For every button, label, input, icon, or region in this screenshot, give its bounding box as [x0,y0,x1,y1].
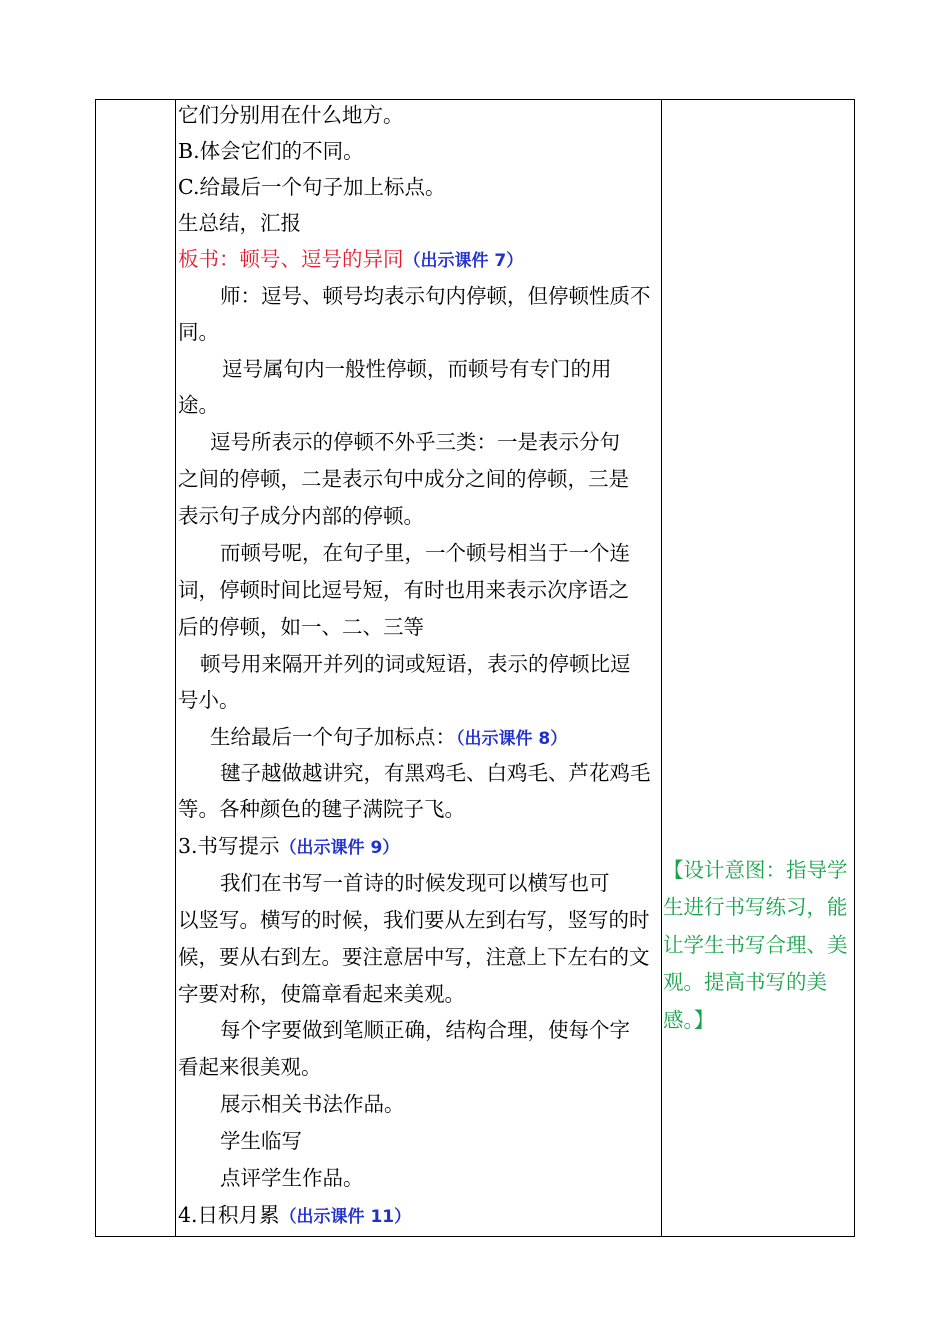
courseware-ref: （出示课件 11） [279,1207,412,1227]
text-line: 同。 [178,320,219,344]
design-note-line: 感。】 [663,1008,715,1032]
text-line: 字要对称，使篇章看起来美观。 [178,982,465,1006]
text-line: 后的停顿，如一、二、三等 [178,615,424,639]
text-line: 顿号用来隔开并列的词或短语，表示的停顿比逗 [200,652,631,676]
text-segment: 生给最后一个句子加标点： [210,725,456,749]
text-line: 学生临写 [220,1129,302,1153]
lesson-table [95,99,855,1237]
design-note-line: 观。提高书写的美 [663,970,827,994]
text-line [210,724,567,750]
text-segment: 4.日积月累 [178,1203,280,1227]
courseware-ref: （出示课件 9） [279,838,400,858]
text-line: C.给最后一个句子加上标点。 [178,175,446,199]
text-line: 师：逗号、顿号均表示句内停顿，但停顿性质不 [220,284,651,308]
text-line: 每个字要做到笔顺正确，结构合理，使每个字 [220,1018,630,1042]
text-line: B.体会它们的不同。 [178,139,364,163]
courseware-ref: （出示课件 8） [456,729,568,749]
text-line: 候，要从右到左。要注意居中写，注意上下左右的文 [178,945,650,969]
text-segment: 3.书写提示 [178,834,280,858]
text-line: 展示相关书法作品。 [220,1092,405,1116]
courseware-ref: （出示课件 7） [403,251,524,271]
text-line: 逗号所表示的停顿不外乎三类：一是表示分句 [210,430,620,454]
column-divider-left [175,100,176,1236]
design-note-line: 【设计意图：指导学 [663,858,848,882]
text-line: 看起来很美观。 [178,1055,322,1079]
text-line: 点评学生作品。 [220,1166,364,1190]
text-line: 号小。 [178,688,240,712]
text-line: 表示句子成分内部的停顿。 [178,504,424,528]
design-note-line: 生进行书写练习，能 [663,895,848,919]
text-line: 以竖写。横写的时候，我们要从左到右写，竖写的时 [178,908,650,932]
board-writing: 板书：顿号、逗号的异同 [178,247,404,271]
text-line: 等。各种颜色的毽子满院子飞。 [178,797,465,821]
text-line: 而顿号呢，在句子里，一个顿号相当于一个连 [220,541,630,565]
design-note-line: 让学生书写合理、美 [663,933,848,957]
text-line: 之间的停顿，二是表示句中成分之间的停顿，三是 [178,467,629,491]
text-line: 逗号属句内一般性停顿，而顿号有专门的用 [222,357,612,381]
text-line: 生总结，汇报 [178,211,301,235]
text-line: 毽子越做越讲究，有黑鸡毛、白鸡毛、芦花鸡毛 [220,761,651,785]
text-line: 词，停顿时间比逗号短，有时也用来表示次序语之 [178,578,629,602]
text-line: 它们分别用在什么地方。 [178,103,404,127]
text-line [178,833,399,859]
text-line: 我们在书写一首诗的时候发现可以横写也可 [220,871,610,895]
column-divider-right [661,100,662,1236]
text-line: 途。 [178,393,219,417]
board-line [178,246,523,272]
text-line [178,1202,411,1228]
